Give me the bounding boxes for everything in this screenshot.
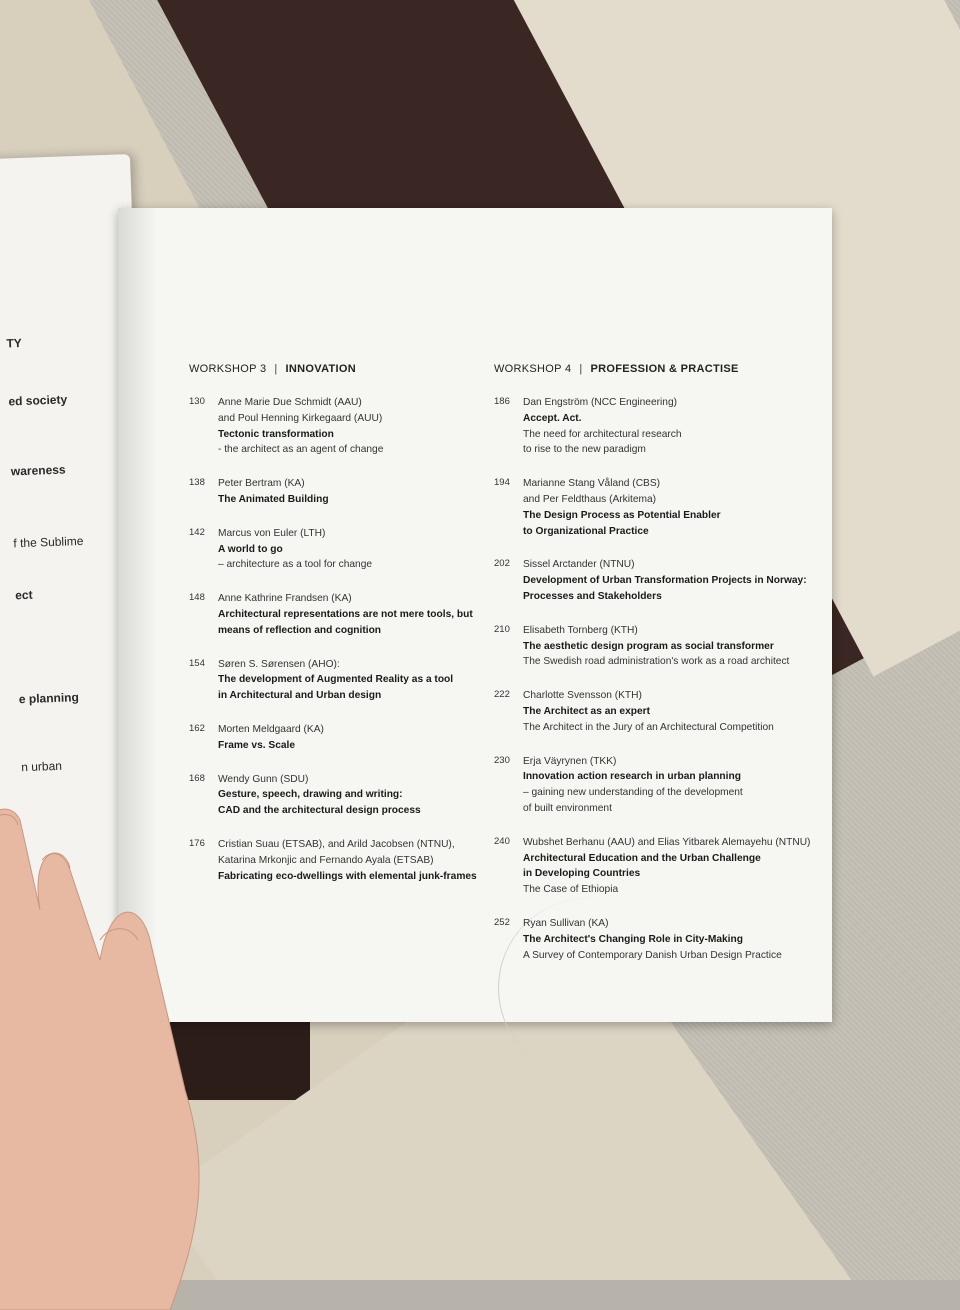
toc-entry: [189, 591, 509, 638]
entry-author: Cristian Suau (ETSAB), and Arild Jacobsen (NTNU),: [218, 838, 455, 850]
toc-entry: [494, 623, 814, 670]
entry-title: The Architect's Changing Role in City-Making: [523, 933, 743, 945]
entry-title: Tectonic transformation: [218, 428, 334, 440]
entry-text: [523, 395, 682, 458]
entry-title: Accept. Act.: [523, 412, 582, 424]
entry-title: means of reflection and cognition: [218, 624, 382, 636]
page-number: 230: [494, 754, 510, 766]
toc-entry: [189, 837, 509, 884]
workshop-3-heading: [189, 363, 509, 375]
entry-text: [523, 688, 774, 735]
left-page-fragment: ed society: [8, 392, 68, 409]
entry-text: [523, 754, 743, 817]
workshop-name: INNOVATION: [285, 363, 356, 375]
entry-text: [523, 835, 810, 898]
entry-text: [523, 916, 782, 963]
entry-title: The Architect as an expert: [523, 705, 651, 717]
page-number: 176: [189, 837, 205, 849]
page-number: 210: [494, 623, 510, 635]
toc-entry: [189, 395, 509, 458]
workshop-4-entries: [494, 395, 814, 963]
entry-title: Gesture, speech, drawing and writing:: [218, 789, 403, 801]
entry-author: Erja Väyrynen (TKK): [523, 755, 617, 767]
workshop-name: PROFESSION & PRACTISE: [590, 363, 739, 375]
entry-author: and Poul Henning Kirkegaard (AUU): [218, 412, 383, 424]
left-page-fragment: wareness: [10, 462, 66, 479]
entry-text: [218, 772, 421, 819]
entry-title: Architectural Education and the Urban Challenge: [523, 852, 761, 864]
entry-sub: The Architect in the Jury of an Architectural Competition: [523, 721, 774, 733]
entry-text: [218, 476, 329, 508]
entry-title: Processes and Stakeholders: [523, 590, 662, 602]
toc-entry: [494, 754, 814, 817]
entry-author: Wubshet Berhanu (AAU) and Elias Yitbarek Alemayehu (NTNU): [523, 836, 811, 848]
page-number: 162: [189, 722, 205, 734]
entry-sub: of built environment: [523, 802, 612, 814]
page-number: 168: [189, 772, 205, 784]
toc-entry: [494, 557, 814, 604]
entry-text: [218, 722, 324, 754]
entry-title: Architectural representations are not mere tools, but: [218, 608, 473, 620]
entry-author: Dan Engström (NCC Engineering): [523, 397, 678, 408]
hand-image: [0, 790, 230, 1310]
entry-text: [218, 657, 453, 704]
entry-title: Fabricating eco-dwellings with elemental junk-frames: [218, 870, 477, 882]
left-page-fragment: f the Sublime: [13, 533, 84, 551]
page-number: 154: [189, 657, 205, 669]
entry-sub: The Swedish road administration's work as a road architect: [523, 656, 790, 668]
entry-author: Marcus von Euler (LTH): [218, 527, 326, 539]
entry-author: Elisabeth Tornberg (KTH): [523, 624, 638, 636]
entry-title: CAD and the architectural design process: [218, 805, 421, 817]
entry-author: Katarina Mrkonjic and Fernando Ayala (ETSAB): [218, 854, 434, 866]
left-page-fragment: e planning: [18, 690, 80, 707]
workshop-label: WORKSHOP 4: [494, 363, 572, 375]
workshop-4-column: [494, 363, 814, 981]
left-page-fragment: n urban: [20, 758, 63, 775]
entry-text: [523, 623, 789, 670]
entry-title: Innovation action research in urban planning: [523, 771, 741, 783]
entry-author: Wendy Gunn (SDU): [218, 773, 309, 785]
entry-author: Sissel Arctander (NTNU): [523, 559, 635, 571]
entry-sub: A Survey of Contemporary Danish Urban Design Practice: [523, 949, 782, 961]
workshop-4-heading: [494, 363, 814, 375]
entry-author: Marianne Stang Våland (CBS): [523, 478, 661, 490]
toc-entry: [494, 688, 814, 735]
toc-entry: [189, 657, 509, 704]
entry-author: Charlotte Svensson (KTH): [523, 690, 642, 702]
entry-author: and Per Feldthaus (Arkitema): [523, 493, 657, 505]
page-number: 202: [494, 558, 510, 570]
entry-text: [523, 557, 807, 604]
toc-entry: [189, 722, 509, 754]
entry-text: [218, 837, 477, 884]
entry-sub: – gaining new understanding of the development: [523, 787, 743, 799]
entry-author: Peter Bertram (KA): [218, 478, 305, 490]
entry-sub: – architecture as a tool for change: [218, 559, 373, 571]
entry-sub: The need for architectural research: [523, 428, 682, 440]
entry-text: [218, 526, 372, 573]
toc-entry: [494, 916, 814, 963]
page-number: 130: [189, 396, 205, 407]
workshop-3-column: [189, 363, 509, 902]
page-number: 222: [494, 689, 510, 701]
entry-title: to Organizational Practice: [523, 525, 649, 537]
toc-entry: [189, 772, 509, 819]
left-page-fragment: ect: [14, 587, 33, 603]
entry-title: The Design Process as Potential Enabler: [523, 509, 721, 521]
entry-title: The aesthetic design program as social transformer: [523, 640, 774, 652]
entry-title: Development of Urban Transformation Projects in Norway:: [523, 575, 807, 587]
toc-entry: [494, 476, 814, 539]
workshop-label: WORKSHOP 3: [189, 363, 267, 375]
entry-author: Anne Marie Due Schmidt (AAU): [218, 397, 362, 408]
page-number: 142: [189, 526, 205, 538]
entry-text: [523, 476, 721, 539]
entry-author: Søren S. Sørensen (AHO):: [218, 658, 340, 670]
page-number: 240: [494, 835, 510, 847]
page-number: 252: [494, 916, 510, 928]
entry-title: in Architectural and Urban design: [218, 690, 382, 702]
entry-text: [218, 591, 473, 638]
page-number: 138: [189, 477, 205, 489]
entry-title: The Animated Building: [218, 493, 329, 505]
entry-author: Ryan Sullivan (KA): [523, 917, 609, 929]
entry-title: in Developing Countries: [523, 868, 641, 880]
heading-separator: |: [579, 363, 583, 375]
entry-author: Anne Kathrine Frandsen (KA): [218, 593, 352, 605]
toc-entry: [494, 395, 814, 458]
entry-title: The development of Augmented Reality as a tool: [218, 674, 454, 686]
entry-text: [218, 395, 383, 458]
left-page-fragment: TY: [6, 335, 23, 351]
toc-entry: [494, 835, 814, 898]
page-number: 194: [494, 477, 510, 489]
entry-sub: - the architect as an agent of change: [218, 444, 384, 456]
entry-sub: to rise to the new paradigm: [523, 444, 646, 456]
entry-author: Morten Meldgaard (KA): [218, 723, 324, 735]
heading-separator: |: [274, 363, 278, 375]
page-number: 186: [494, 396, 510, 407]
entry-title: Frame vs. Scale: [218, 739, 296, 751]
entry-title: A world to go: [218, 543, 283, 555]
page-number: 148: [189, 592, 205, 604]
toc-entry: [189, 476, 509, 508]
toc-entry: [189, 526, 509, 573]
entry-sub: The Case of Ethiopia: [523, 884, 619, 896]
workshop-3-entries: [189, 395, 509, 884]
